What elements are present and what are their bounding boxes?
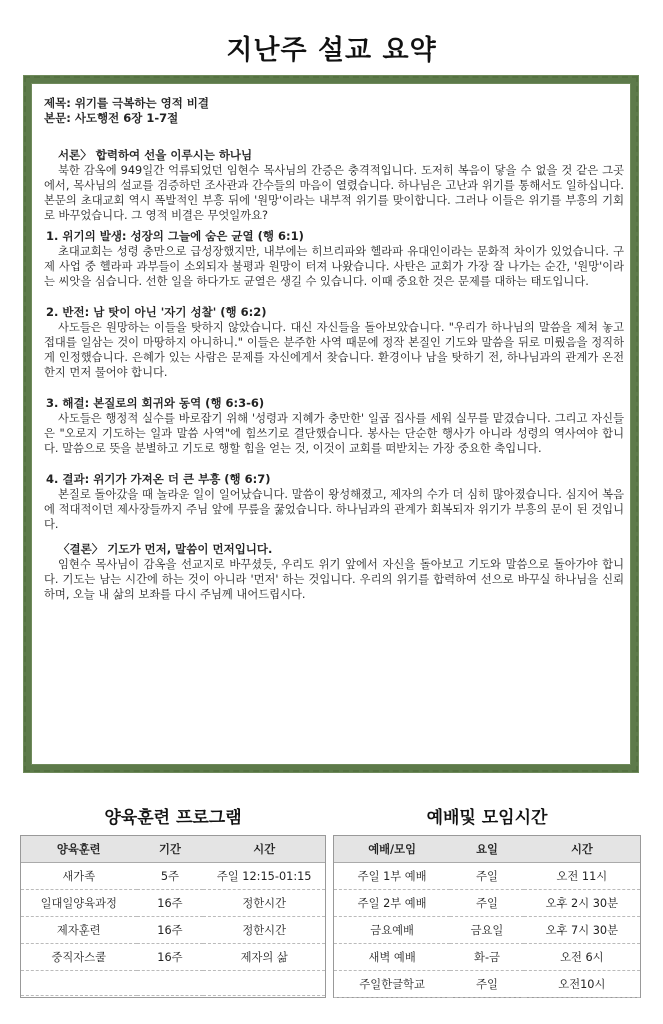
table-cell: 오후 2시 30분: [524, 890, 640, 917]
table-cell: 정한시간: [203, 890, 325, 917]
column-header: 기간: [137, 836, 204, 863]
sermon-section-4: [44, 472, 624, 532]
sermon-summary: [44, 96, 624, 602]
table-cell: 주일: [450, 863, 523, 890]
table-cell: 금요예배: [334, 917, 450, 944]
table-cell: 일대일양육과정: [21, 890, 137, 917]
table-cell: 중직자스쿨: [21, 944, 137, 971]
table-cell: 오전10시: [524, 971, 640, 998]
table-cell: 화-금: [450, 944, 523, 971]
training-table: [21, 836, 325, 996]
column-header: 예배/모임: [334, 836, 450, 863]
table-cell: [21, 971, 137, 996]
table-row: [334, 917, 640, 944]
table-cell: 16주: [137, 917, 204, 944]
section-body: 임현수 목사님이 감옥을 선교지로 바꾸셨듯, 우리도 위기 앞에서 자신을 돌아보고 기도와 말씀으로 돌아가야 합니다. 기도는 남는 시간에 하는 것이 아니라 '먼저' 하는 것입니다. 우리의 위기를 합력하여 선으로 바꾸실 하나님을 신뢰하며, 오늘 내 삶의 보좌를 다시 주님께 내어드립시다.: [44, 558, 624, 601]
section-heading: 1. 위기의 발생: 성장의 그늘에 숨은 균열 (행 6:1): [46, 229, 304, 243]
column-header: 양육훈련: [21, 836, 137, 863]
section-body: 사도들은 행정적 실수를 바로잡기 위해 '성령과 지혜가 충만한' 일곱 집사를 세워 실무를 맡겼습니다. 그리고 자신들은 "오로지 기도하는 일과 말씀 사역"에 힘쓰기로 결단했습니다. 봉사는 단순한 행사가 아니라 성령의 역사여야 합니다. 말씀으로 뜻을 분별하고 기도로 행할 힘을 얻는 것, 이것이 교회를 떠받치는 가장 중요한 축입니다.: [44, 412, 624, 455]
worship-table: [334, 836, 640, 998]
section-body: 북한 감옥에 949일간 억류되었던 임현수 목사님의 간증은 충격적입니다. 도저히 복음이 닿을 수 없을 것 같은 그곳에서, 목사님의 설교를 검증하던 조사관과 간수들의 마음이 열렸습니다. 하나님은 고난과 위기를 통해서도 일하십니다. 본문의 초대교회 역시 폭발적인 부흥 뒤에 '원망'이라는 내부적 위기를 맞이합니다. 그러나 이들은 위기를 부흥의 기회로 바꾸었습니다. 그 영적 비결은 무엇일까요?: [44, 164, 624, 222]
section-body: 초대교회는 성령 충만으로 급성장했지만, 내부에는 히브리파와 헬라파 유대인이라는 문화적 차이가 있었습니다. 구제 사업 중 헬라파 과부들이 소외되자 불평과 원망이 터져 나왔습니다. 사탄은 교회가 가장 잘 나가는 순간, '원망'이라는 씨앗을 심습니다. 선한 일을 하다가도 균열은 생길 수 있습니다. 이때 중요한 것은 문제를 대하는 태도입니다.: [44, 245, 624, 288]
table-row: [21, 944, 325, 971]
sermon-passage: 본문: 사도행전 6장 1-7절: [44, 111, 179, 125]
sermon-section-3: [44, 396, 624, 456]
table-cell: 주일 2부 예배: [334, 890, 450, 917]
table-row: [21, 863, 325, 890]
worship-table-box: [333, 835, 641, 998]
table-cell: 제자의 삶: [203, 944, 325, 971]
table-cell: 오후 7시 30분: [524, 917, 640, 944]
training-title: 양육훈련 프로그램: [104, 808, 242, 828]
sermon-subject: 제목: 위기를 극복하는 영적 비결: [44, 96, 210, 110]
table-cell: 정한시간: [203, 917, 325, 944]
sermon-section-conclusion: [44, 542, 624, 602]
section-heading: 서론〉 합력하여 선을 이루시는 하나님: [58, 148, 253, 162]
table-row: [334, 971, 640, 998]
table-cell: 주일한글학교: [334, 971, 450, 998]
table-cell: 새가족: [21, 863, 137, 890]
table-header-row: [334, 836, 640, 863]
section-heading: 3. 해결: 본질로의 회귀와 동역 (행 6:3-6): [46, 396, 265, 410]
table-cell: 16주: [137, 944, 204, 971]
table-cell: 주일: [450, 890, 523, 917]
sermon-section-intro: [44, 148, 624, 223]
table-cell: [203, 971, 325, 996]
table-row-empty: [21, 971, 325, 996]
table-cell: 오전 6시: [524, 944, 640, 971]
sermon-section-2: [44, 305, 624, 380]
table-cell: 주일 12:15-01:15: [203, 863, 325, 890]
table-header-row: [21, 836, 325, 863]
table-cell: 주일: [450, 971, 523, 998]
table-row: [334, 944, 640, 971]
column-header: 요일: [450, 836, 523, 863]
section-heading: 2. 반전: 남 탓이 아닌 '자기 성찰' (행 6:2): [46, 305, 267, 319]
table-cell: 제자훈련: [21, 917, 137, 944]
table-cell: 금요일: [450, 917, 523, 944]
training-table-box: [20, 835, 326, 998]
table-row: [334, 863, 640, 890]
table-cell: [137, 971, 204, 996]
column-header: 시간: [524, 836, 640, 863]
section-body: 본질로 돌아갔을 때 놀라운 일이 일어났습니다. 말씀이 왕성해졌고, 제자의 수가 더 심히 많아졌습니다. 심지어 복음에 적대적이던 제사장들까지 주님 앞에 무릎을 꿇었습니다. 하나님과의 관계가 회복되자 위기가 부흥의 문이 된 것입니다.: [44, 488, 624, 531]
table-cell: 오전 11시: [524, 863, 640, 890]
table-row: [21, 890, 325, 917]
section-heading: 4. 결과: 위기가 가져온 더 큰 부흥 (행 6:7): [46, 472, 271, 486]
table-row: [334, 890, 640, 917]
page-title: 지난주 설교 요약: [226, 35, 437, 66]
table-cell: 16주: [137, 890, 204, 917]
section-heading: 〈결론〉 기도가 먼저, 말씀이 먼저입니다.: [58, 542, 273, 556]
table-cell: 새벽 예배: [334, 944, 450, 971]
table-cell: 주일 1부 예배: [334, 863, 450, 890]
column-header: 시간: [203, 836, 325, 863]
sermon-section-1: [44, 229, 624, 289]
table-cell: 5주: [137, 863, 204, 890]
worship-title: 예배및 모임시간: [426, 808, 548, 828]
table-row: [21, 917, 325, 944]
section-body: 사도들은 원망하는 이들을 탓하지 않았습니다. 대신 자신들을 돌아보았습니다. "우리가 하나님의 말씀을 제쳐 놓고 접대를 일삼는 것이 마땅하지 아니하니." 이들은 분주한 사역 때문에 정작 본질인 기도와 말씀을 뒤로 미뤘음을 정직하게 인정했습니다. 은혜가 있는 사람은 문제를 자신에게서 찾습니다. 환경이나 남을 탓하기 전, 하나님과의 관계가 온전한지 먼저 물어야 합니다.: [44, 321, 624, 379]
